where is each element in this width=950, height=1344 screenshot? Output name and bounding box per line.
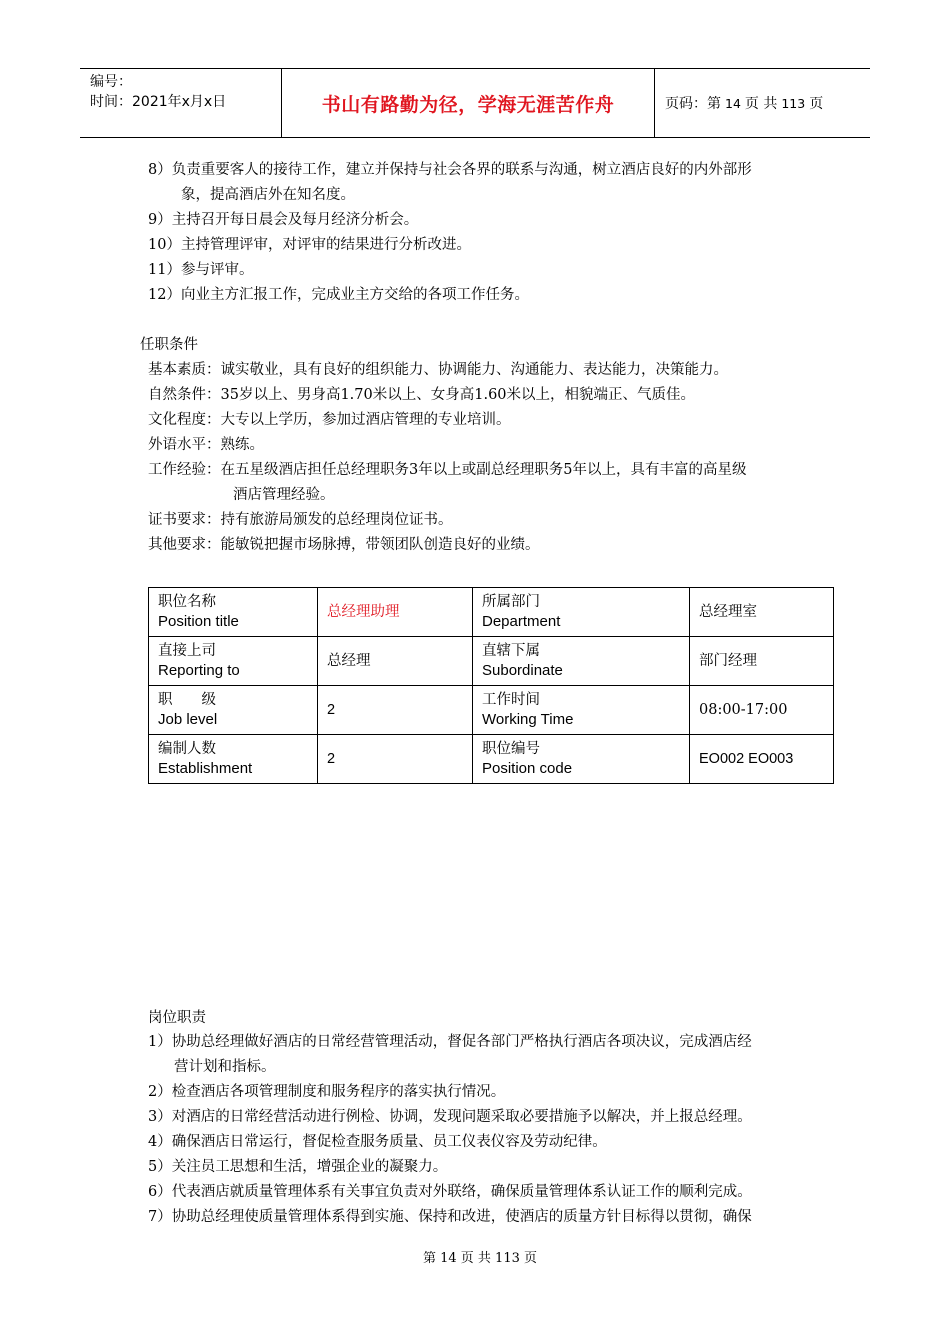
page-header: [80, 68, 870, 138]
section-title: 岗位职责: [148, 1010, 206, 1026]
requirement-item: 酒店管理经验。: [233, 487, 335, 503]
requirement-item: 证书要求：持有旅游局颁发的总经理岗位证书。: [148, 512, 453, 528]
table-cell-label: [473, 588, 690, 637]
table-cell-label: [149, 637, 318, 686]
label-en: Reporting to: [158, 662, 240, 679]
document-date: 时间：2021年x月x日: [90, 94, 227, 110]
page-footer: 第 14 页 共 113 页: [422, 1251, 538, 1266]
label-cn: 职位名称: [158, 594, 216, 610]
table-row: [149, 686, 834, 735]
table-row: [149, 637, 834, 686]
table-cell-value: 总经理室: [690, 588, 834, 637]
list-item: 2）检查酒店各项管理制度和服务程序的落实执行情况。: [148, 1084, 506, 1100]
label-en: Establishment: [158, 760, 253, 777]
list-item: 5）关注员工思想和生活，增强企业的凝聚力。: [148, 1159, 448, 1175]
table-cell-label: [473, 735, 690, 784]
list-item: 1）协助总经理做好酒店的日常经营管理活动，督促各部门严格执行酒店各项决议，完成酒店经: [148, 1034, 752, 1050]
label-en: Position title: [158, 613, 239, 630]
requirement-item: 文化程度：大专以上学历，参加过酒店管理的专业培训。: [148, 412, 511, 428]
list-item: 12）向业主方汇报工作，完成业主方交给的各项工作任务。: [148, 287, 529, 303]
list-item: 11）参与评审。: [148, 262, 254, 278]
requirement-item: 自然条件：35岁以上、男身高1.70米以上、女身高1.60米以上，相貌端正、气质佳。: [148, 387, 696, 403]
page-end-label: 页: [809, 96, 824, 112]
requirement-item: 其他要求：能敏锐把握市场脉搏，带领团队创造良好的业绩。: [148, 537, 540, 553]
label-en: Department: [482, 613, 561, 630]
label-en: Job level: [158, 711, 218, 728]
list-item: 4）确保酒店日常运行，督促检查服务质量、员工仪表仪容及劳动纪律。: [148, 1134, 607, 1150]
document-number-label: 编号：: [90, 74, 132, 90]
page-number: 14: [725, 95, 741, 111]
table-cell-value: 总经理: [318, 637, 473, 686]
list-item: 6）代表酒店就质量管理体系有关事宜负责对外联络，确保质量管理体系认证工作的顺利完成。: [148, 1184, 752, 1200]
section-title: 任职条件: [140, 337, 198, 353]
label-cn: 职 级: [158, 692, 216, 708]
list-item: 8）负责重要客人的接待工作，建立并保持与社会各界的联系与沟通，树立酒店良好的内外部形: [148, 162, 752, 178]
label-cn: 职位编号: [482, 741, 540, 757]
table-cell-value: EO002 EO003: [690, 735, 834, 784]
label-en: Position code: [482, 760, 573, 777]
list-item: 10）主持管理评审，对评审的结果进行分析改进。: [148, 237, 471, 253]
header-info: [80, 69, 282, 137]
page-total: 113: [781, 95, 806, 111]
requirement-item: 工作经验：在五星级酒店担任总经理职务3年以上或副总经理职务5年以上，具有丰富的高星级: [148, 462, 747, 478]
label-en: Subordinate: [482, 662, 563, 679]
table-row: [149, 588, 834, 637]
label-cn: 所属部门: [482, 594, 540, 610]
table-cell-value: 2: [318, 686, 473, 735]
label-cn: 直接上司: [158, 643, 216, 659]
list-item: 7）协助总经理使质量管理体系得到实施、保持和改进，使酒店的质量方针目标得以贯彻，确保: [148, 1209, 752, 1225]
table-cell-label: [473, 637, 690, 686]
label-cn: 编制人数: [158, 741, 216, 757]
header-motto: 书山有路勤为径，学海无涯苦作舟: [282, 69, 655, 137]
table-cell-label: [149, 735, 318, 784]
page-mid-label: 页 共: [744, 96, 778, 112]
table-cell-label: [149, 686, 318, 735]
page-label: 页码：第: [665, 96, 721, 112]
table-cell-value: 部门经理: [690, 637, 834, 686]
label-cn: 工作时间: [482, 692, 540, 708]
table-cell-label: [149, 588, 318, 637]
requirement-item: 基本素质：诚实敬业，具有良好的组织能力、协调能力、沟通能力、表达能力，决策能力。: [148, 362, 728, 378]
header-page-info: [655, 69, 870, 137]
table-cell-label: [473, 686, 690, 735]
list-item: 3）对酒店的日常经营活动进行例检、协调，发现问题采取必要措施予以解决，并上报总经理。: [148, 1109, 752, 1125]
list-item: 象，提高酒店外在知名度。: [181, 187, 355, 203]
table-row: [149, 735, 834, 784]
table-cell-value: 08:00-17:00: [690, 686, 834, 735]
position-info-table: [148, 587, 834, 784]
table-cell-value: 总经理助理: [318, 588, 473, 637]
table-cell-value: 2: [318, 735, 473, 784]
label-en: Working Time: [482, 711, 574, 728]
list-item: 营计划和指标。: [174, 1059, 276, 1075]
label-cn: 直辖下属: [482, 643, 540, 659]
requirement-item: 外语水平：熟练。: [148, 437, 264, 453]
list-item: 9）主持召开每日晨会及每月经济分析会。: [148, 212, 419, 228]
